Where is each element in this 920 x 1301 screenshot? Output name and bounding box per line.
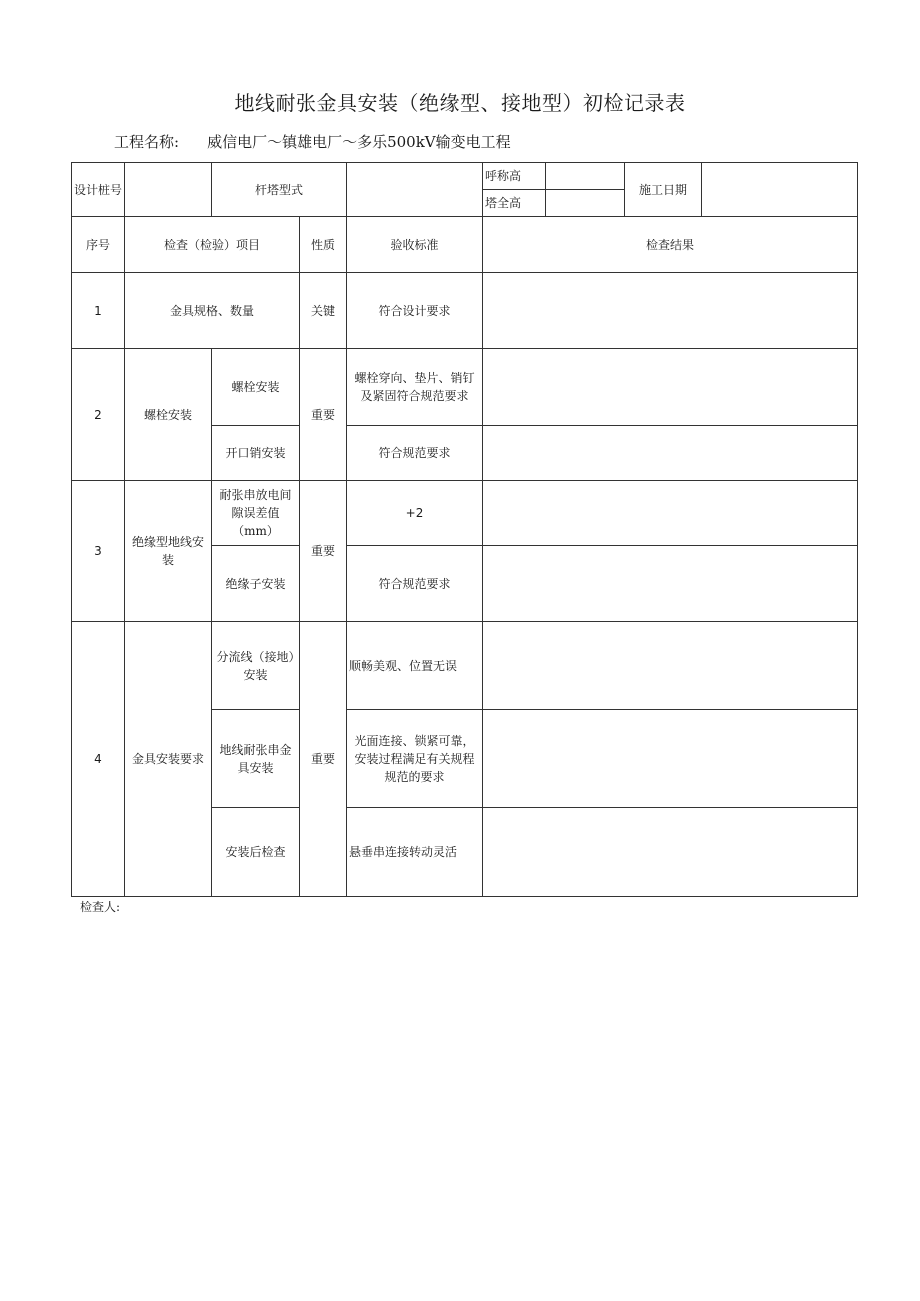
construction-date-field[interactable] bbox=[702, 163, 858, 217]
row1-result[interactable] bbox=[483, 273, 858, 349]
row2-item: 螺栓安装 bbox=[125, 349, 212, 481]
row3-seq: 3 bbox=[72, 481, 125, 622]
row1-seq: 1 bbox=[72, 273, 125, 349]
page-title: 地线耐张金具安装（绝缘型、接地型）初检记录表 bbox=[234, 91, 686, 115]
table-row bbox=[72, 622, 858, 710]
col-nature: 性质 bbox=[300, 217, 347, 273]
project-name: 威信电厂～镇雄电厂～多乐500kV输变电工程 bbox=[207, 133, 511, 151]
row3-sub1-standard: +2 bbox=[347, 481, 483, 546]
row2-sub1-result[interactable] bbox=[483, 349, 858, 426]
row2-sub2-standard: 符合规范要求 bbox=[347, 426, 483, 481]
row1-item: 金具规格、数量 bbox=[125, 273, 300, 349]
nominal-height-label: 呼称高 bbox=[483, 163, 545, 190]
row4-nature: 重要 bbox=[300, 622, 347, 897]
row4-sub3-name: 安装后检查 bbox=[212, 808, 300, 897]
row2-sub2-name: 开口销安装 bbox=[212, 426, 300, 481]
row4-sub3-result[interactable] bbox=[483, 808, 858, 897]
project-line bbox=[114, 131, 511, 152]
table-row bbox=[72, 481, 858, 546]
inspection-table bbox=[71, 162, 858, 897]
project-label: 工程名称: bbox=[114, 133, 180, 151]
col-item: 检查（检验）项目 bbox=[125, 217, 300, 273]
column-header-row bbox=[72, 217, 858, 273]
height-block bbox=[483, 163, 625, 217]
row3-sub2-standard: 符合规范要求 bbox=[347, 546, 483, 622]
row4-sub2-standard: 光面连接、锁紧可靠，安装过程满足有关规程规范的要求 bbox=[347, 710, 483, 808]
nominal-height-field[interactable] bbox=[545, 163, 625, 190]
header-row bbox=[72, 163, 858, 217]
tower-total-height-field[interactable] bbox=[545, 190, 625, 217]
row2-seq: 2 bbox=[72, 349, 125, 481]
tower-type-label: 杆塔型式 bbox=[212, 163, 347, 217]
row1-standard: 符合设计要求 bbox=[347, 273, 483, 349]
table-row bbox=[72, 349, 858, 426]
row2-sub2-result[interactable] bbox=[483, 426, 858, 481]
row4-sub1-standard: 顺畅美观、位置无误 bbox=[347, 622, 483, 710]
construction-date-label: 施工日期 bbox=[625, 163, 702, 217]
row4-sub1-result[interactable] bbox=[483, 622, 858, 710]
row2-sub1-name: 螺栓安装 bbox=[212, 349, 300, 426]
row2-sub1-standard: 螺栓穿向、垫片、销钉及紧固符合规范要求 bbox=[347, 349, 483, 426]
row2-nature: 重要 bbox=[300, 349, 347, 481]
row3-item: 绝缘型地线安装 bbox=[125, 481, 212, 622]
row4-sub3-standard: 悬垂串连接转动灵活 bbox=[347, 808, 483, 897]
col-result: 检查结果 bbox=[483, 217, 858, 273]
row4-seq: 4 bbox=[72, 622, 125, 897]
row4-sub2-name: 地线耐张串金具安装 bbox=[212, 710, 300, 808]
design-pile-no-field[interactable] bbox=[125, 163, 212, 217]
row3-sub2-result[interactable] bbox=[483, 546, 858, 622]
row4-item: 金具安装要求 bbox=[125, 622, 212, 897]
col-standard: 验收标准 bbox=[347, 217, 483, 273]
design-pile-no-label: 设计桩号 bbox=[72, 163, 125, 217]
row3-nature: 重要 bbox=[300, 481, 347, 622]
row4-sub1-name: 分流线（接地）安装 bbox=[212, 622, 300, 710]
row3-sub1-result[interactable] bbox=[483, 481, 858, 546]
row1-nature: 关键 bbox=[300, 273, 347, 349]
tower-total-height-label: 塔全高 bbox=[485, 196, 522, 210]
row3-sub2-name: 绝缘子安装 bbox=[212, 546, 300, 622]
row3-sub1-name: 耐张串放电间隙误差值（mm） bbox=[212, 481, 300, 546]
col-seq: 序号 bbox=[72, 217, 125, 273]
row4-sub2-result[interactable] bbox=[483, 710, 858, 808]
tower-type-field[interactable] bbox=[347, 163, 483, 217]
table-row bbox=[72, 273, 858, 349]
inspector-label: 检查人: bbox=[80, 900, 121, 914]
